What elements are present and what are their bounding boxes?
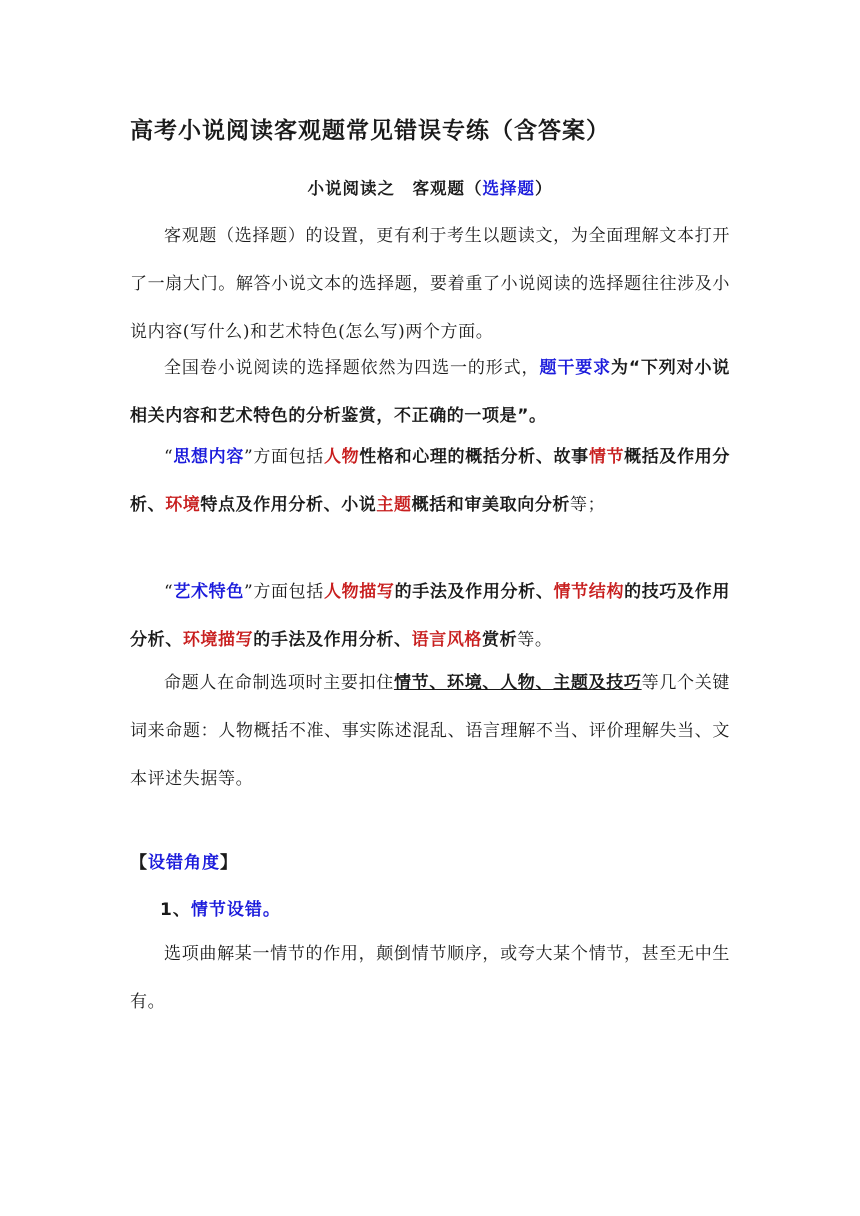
p4-text-2: 的手法及作用分析、 [394, 582, 554, 602]
p3-text-5: 概括和审美取向分析 [411, 495, 571, 515]
p4-quote-close: ” [243, 582, 254, 602]
section-heading [130, 848, 238, 873]
p4-red-1: 人物描写 [323, 582, 395, 602]
subtitle-prefix: 小说阅读之 客观题（ [307, 179, 483, 198]
p5-keywords-underlined: 情节、环境、人物、主题及技巧 [393, 673, 642, 693]
p3-red-3: 环境 [165, 495, 201, 515]
item-number: 1、 [160, 900, 191, 920]
p4-red-2: 情节结构 [553, 582, 625, 602]
p4-red-3: 环境描写 [182, 630, 254, 650]
p4-text-5: 赏析 [482, 630, 518, 650]
paragraph-art-aspect [130, 568, 730, 664]
p2-stem-quote: 为“下列对小说相关内容和艺术特色的分析鉴赏，不正确的一项是”。 [130, 358, 730, 426]
item-heading [160, 895, 281, 920]
p5-text-b: 等几个关键词来命题：人物概括不准、事实陈述混乱、语言理解不当、评价理解失当、文本评述失据等。 [130, 673, 730, 789]
section-label: 设错角度 [148, 853, 220, 873]
p3-text-1: 方面包括 [253, 447, 324, 467]
p3-red-4: 主题 [376, 495, 412, 515]
p3-text-4: 特点及作用分析、小说 [200, 495, 377, 515]
p3-term: 思想内容 [173, 447, 244, 467]
paragraph-question-format [130, 344, 730, 440]
section-bracket-close: 】 [220, 853, 238, 873]
section-bracket-open: 【 [130, 853, 148, 873]
p3-quote-open: “ [164, 447, 174, 467]
subtitle-highlight: 选择题 [482, 179, 535, 198]
paragraph-content-aspect [130, 433, 730, 529]
item-label: 情节设错。 [190, 900, 281, 920]
paragraph-intro: 客观题（选择题）的设置，更有利于考生以题读文，为全面理解文本打开了一扇大门。解答小说文本的选择题，要着重了小说阅读的选择题往往涉及小说内容(写什么)和艺术特色(怎么写)两个方面。 [130, 226, 730, 342]
p3-text-3: 概括及作用分析、 [130, 447, 731, 515]
p5-text-a: 命题人在命制选项时主要扣住 [164, 673, 394, 693]
subtitle [0, 175, 860, 199]
p3-text-6: 等； [570, 495, 606, 515]
p3-red-2: 情节 [588, 447, 625, 467]
p4-red-4: 语言风格 [411, 630, 483, 650]
p2-term-stem: 题干要求 [539, 358, 611, 378]
p4-text-6: 等。 [517, 630, 553, 650]
p2-text-a: 全国卷小说阅读的选择题依然为四选一的形式， [164, 358, 540, 378]
subtitle-suffix: ） [535, 179, 553, 198]
p3-quote-close: ” [243, 447, 254, 467]
p3-red-1: 人物 [323, 447, 360, 467]
p4-quote-open: “ [164, 582, 174, 602]
paragraph-keywords [130, 659, 730, 803]
paragraph-plot-error: 选项曲解某一情节的作用，颠倒情节顺序，或夸大某个情节，甚至无中生有。 [130, 944, 730, 1012]
p4-text-3: 的技巧及作用分析、 [130, 582, 731, 650]
document-title: 高考小说阅读客观题常见错误专练（含答案） [130, 118, 610, 144]
p3-text-2: 性格和心理的概括分析、故事 [359, 447, 589, 467]
p4-text-4: 的手法及作用分析、 [253, 630, 412, 650]
p4-text-1: 方面包括 [253, 582, 324, 602]
p4-term: 艺术特色 [173, 582, 244, 602]
